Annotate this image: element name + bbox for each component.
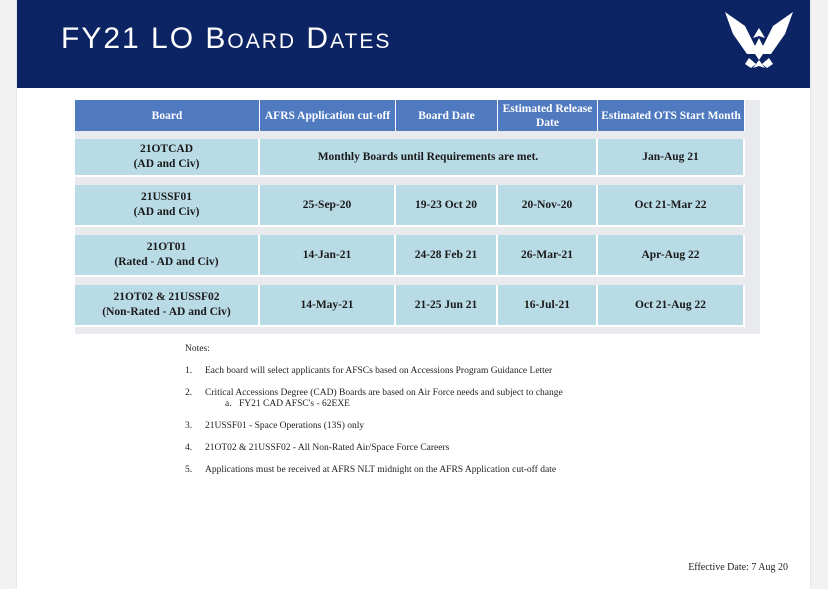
note-text: 21USSF01 - Space Operations (13S) only	[205, 421, 365, 431]
cutoff-cell: 14-Jan-21	[260, 235, 396, 277]
effective-date: Effective Date: 7 Aug 20	[688, 562, 788, 573]
merged-cell: Monthly Boards until Requirements are met.	[260, 139, 598, 177]
board-name: 21USSF01	[140, 191, 193, 203]
note-number: 2.	[185, 388, 193, 398]
note-text: Applications must be received at AFRS NLT midnight on the AFRS Application cut-off date	[205, 465, 557, 475]
ots-cell: Apr-Aug 22	[598, 235, 745, 277]
table-row	[75, 139, 745, 177]
cutoff-cell: 25-Sep-20	[260, 185, 396, 227]
note-item	[185, 388, 645, 410]
release-cell: 26-Mar-21	[498, 235, 598, 277]
note-item	[185, 421, 645, 432]
slide	[17, 0, 810, 589]
header-board: Board	[75, 100, 260, 131]
table-row	[75, 185, 745, 227]
board-scope: (AD and Civ)	[133, 158, 200, 170]
cutoff-cell: 14-May-21	[260, 285, 396, 327]
board-name: 21OT02 & 21USSF02	[113, 291, 220, 303]
note-text: Critical Accessions Degree (CAD) Boards are based on Air Force needs and subject to change	[205, 388, 563, 398]
header-board-date: Board Date	[396, 100, 498, 131]
header-release: Estimated Release Date	[498, 100, 598, 131]
header-cutoff: AFRS Application cut-off	[260, 100, 396, 131]
title-banner	[17, 0, 810, 88]
release-cell: 16-Jul-21	[498, 285, 598, 327]
board-scope: (AD and Civ)	[133, 206, 200, 218]
board-date-cell: 21-25 Jun 21	[396, 285, 498, 327]
note-number: 3.	[185, 421, 193, 431]
air-force-wings-logo-icon	[723, 8, 795, 74]
board-cell	[75, 139, 260, 177]
note-item	[185, 465, 645, 476]
page-title: FY21 LO Board Dates	[61, 22, 392, 55]
notes-section	[185, 344, 645, 487]
board-scope: (Non-Rated - AD and Civ)	[102, 306, 231, 318]
board-date-cell: 19-23 Oct 20	[396, 185, 498, 227]
note-subitem-letter: a.	[225, 399, 232, 409]
table-row	[75, 235, 745, 277]
board-cell	[75, 285, 260, 327]
note-number: 1.	[185, 366, 193, 376]
note-text: Each board will select applicants for AFSCs based on Accessions Program Guidance Letter	[205, 366, 553, 376]
board-name: 21OTCAD	[139, 143, 194, 155]
ots-cell: Oct 21-Mar 22	[598, 185, 745, 227]
note-item	[185, 443, 645, 454]
board-scope: (Rated - AD and Civ)	[114, 256, 219, 268]
table-row	[75, 285, 745, 327]
note-subitem-text: FY21 CAD AFSC's - 62EXE	[239, 399, 350, 409]
ots-cell: Oct 21-Aug 22	[598, 285, 745, 327]
board-cell	[75, 235, 260, 277]
release-cell: 20-Nov-20	[498, 185, 598, 227]
ots-cell: Jan-Aug 21	[598, 139, 745, 177]
note-item	[185, 366, 645, 377]
board-name: 21OT01	[146, 241, 187, 253]
note-number: 5.	[185, 465, 193, 475]
notes-title: Notes:	[185, 344, 210, 354]
note-subitem	[225, 399, 605, 410]
board-date-cell: 24-28 Feb 21	[396, 235, 498, 277]
board-dates-table	[75, 100, 760, 334]
note-number: 4.	[185, 443, 193, 453]
note-text: 21OT02 & 21USSF02 - All Non-Rated Air/Space Force Careers	[205, 443, 450, 453]
header-ots: Estimated OTS Start Month	[598, 100, 745, 131]
board-cell	[75, 185, 260, 227]
